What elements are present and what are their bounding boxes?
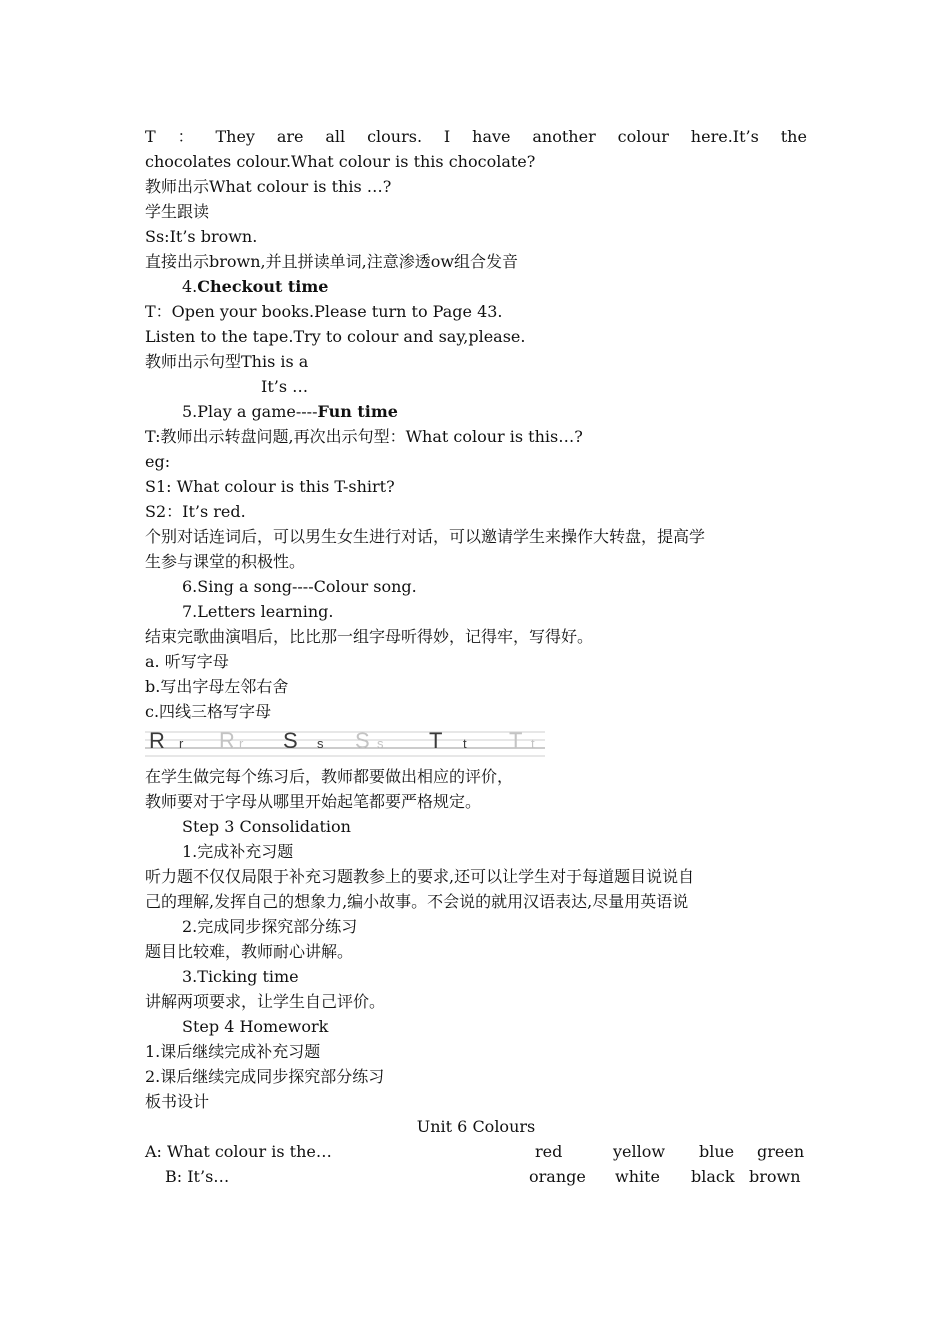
board-word: brown bbox=[749, 1167, 801, 1186]
paragraph-line: 结束完歌曲演唱后，比比那一组字母听得妙，记得牢，写得好。 bbox=[145, 627, 594, 646]
justified-word: colour bbox=[617, 127, 669, 146]
paragraph-line: 教师出示What colour is this …? bbox=[145, 177, 392, 196]
board-word: blue bbox=[699, 1142, 735, 1161]
paragraph-line: chocolates colour.What colour is this chocolate? bbox=[145, 152, 536, 171]
step-prefix: 5.Play a game---- bbox=[182, 402, 318, 421]
board-row-a bbox=[145, 1139, 807, 1164]
board-word: yellow bbox=[613, 1142, 666, 1161]
paragraph-line: c.四线三格写字母 bbox=[145, 702, 272, 721]
paragraph-line: 直接出示brown,并且拼读单词,注意渗透ow组合发音 bbox=[145, 252, 519, 271]
letter-glyph: t bbox=[463, 736, 467, 751]
paragraph-line: 己的理解,发挥自己的想象力,编小故事。不会说的就用汉语表达,尽量用英语说 bbox=[145, 892, 689, 911]
document-page bbox=[145, 124, 807, 1189]
step-heading: 3.Ticking time bbox=[182, 967, 299, 986]
step-number: 4. bbox=[182, 277, 198, 296]
paragraph-line: b.写出字母左邻右舍 bbox=[145, 677, 289, 696]
justified-word: They bbox=[215, 127, 255, 146]
four-line-grid bbox=[145, 728, 545, 758]
paragraph-line: 板书设计 bbox=[145, 1092, 210, 1111]
justified-word: I bbox=[443, 127, 451, 146]
letter-glyph: T bbox=[509, 728, 523, 753]
paragraph-line: T：Open your books.Please turn to Page 43. bbox=[145, 302, 503, 321]
step-heading: Step 3 Consolidation bbox=[182, 817, 351, 836]
letter-glyph: r bbox=[239, 736, 244, 751]
board-sentence-b: B: It’s… bbox=[165, 1167, 230, 1186]
board-sentence-a: A: What colour is the… bbox=[145, 1142, 332, 1161]
paragraph-line: 听力题不仅仅局限于补充习题教参上的要求,还可以让学生对于每道题目说说自 bbox=[145, 867, 695, 886]
justified-word: ： bbox=[177, 127, 194, 146]
paragraph-line: S2：It’s red. bbox=[145, 502, 246, 521]
letter-glyph: s bbox=[317, 736, 324, 751]
paragraph-line: 生参与课堂的积极性。 bbox=[145, 552, 306, 571]
justified-word: here.It’s bbox=[690, 127, 759, 146]
step-bold-title: Fun time bbox=[317, 402, 398, 421]
paragraph-line: S1: What colour is this T-shirt? bbox=[145, 477, 395, 496]
board-word: red bbox=[535, 1142, 563, 1161]
paragraph-line: 1.课后继续完成补充习题 bbox=[145, 1042, 321, 1061]
step-heading bbox=[145, 274, 807, 299]
justified-word: the bbox=[780, 127, 807, 146]
paragraph-line: 在学生做完每个练习后，教师都要做出相应的评价， bbox=[145, 767, 514, 786]
paragraph-line: 2.课后继续完成同步探究部分练习 bbox=[145, 1067, 385, 1086]
paragraph-line bbox=[145, 124, 807, 149]
letter-glyph: R bbox=[149, 728, 165, 753]
board-word: white bbox=[615, 1167, 661, 1186]
step-heading: 2.完成同步探究部分练习 bbox=[182, 917, 358, 936]
paragraph-line: 教师要对于字母从哪里开始起笔都要严格规定。 bbox=[145, 792, 482, 811]
letter-glyph: S bbox=[355, 728, 370, 753]
letter-glyph: R bbox=[219, 728, 235, 753]
letter-glyph: r bbox=[179, 736, 184, 751]
board-word: green bbox=[757, 1142, 805, 1161]
paragraph-line: 学生跟读 bbox=[145, 202, 210, 221]
justified-word: all bbox=[325, 127, 346, 146]
letter-glyph: S bbox=[283, 728, 298, 753]
board-word: black bbox=[691, 1167, 735, 1186]
board-title: Unit 6 Colours bbox=[416, 1117, 536, 1136]
paragraph-line: Ss:It’s brown. bbox=[145, 227, 258, 246]
justified-word: another bbox=[532, 127, 596, 146]
step-heading bbox=[145, 399, 807, 424]
paragraph-line: T:教师出示转盘问题,再次出示句型：What colour is this…? bbox=[145, 427, 583, 446]
paragraph-line: eg: bbox=[145, 452, 171, 471]
board-row-b bbox=[145, 1164, 807, 1189]
paragraph-line: 讲解两项要求，让学生自己评价。 bbox=[145, 992, 386, 1011]
justified-word: clours. bbox=[367, 127, 423, 146]
justified-word: are bbox=[276, 127, 304, 146]
step-heading: Step 4 Homework bbox=[182, 1017, 329, 1036]
letter-glyph: T bbox=[429, 728, 443, 753]
handwriting-letters-image bbox=[145, 728, 545, 764]
paragraph-line: 题目比较难，教师耐心讲解。 bbox=[145, 942, 354, 961]
justified-word: have bbox=[472, 127, 511, 146]
step-heading: 6.Sing a song----Colour song. bbox=[182, 577, 417, 596]
paragraph-line: It’s … bbox=[261, 377, 309, 396]
paragraph-line: a. 听写字母 bbox=[145, 652, 229, 671]
step-bold-title: Checkout time bbox=[197, 277, 329, 296]
letter-glyph: t bbox=[531, 736, 535, 751]
paragraph-line: 教师出示句型This is a bbox=[145, 352, 309, 371]
letter-glyph: s bbox=[377, 736, 384, 751]
justified-word: T bbox=[145, 127, 156, 146]
step-heading: 1.完成补充习题 bbox=[182, 842, 294, 861]
board-word: orange bbox=[529, 1167, 586, 1186]
paragraph-line: 个别对话连词后，可以男生女生进行对话，可以邀请学生来操作大转盘，提高学 bbox=[145, 527, 706, 546]
paragraph-line: Listen to the tape.Try to colour and say,please. bbox=[145, 327, 526, 346]
step-heading: 7.Letters learning. bbox=[182, 602, 334, 621]
